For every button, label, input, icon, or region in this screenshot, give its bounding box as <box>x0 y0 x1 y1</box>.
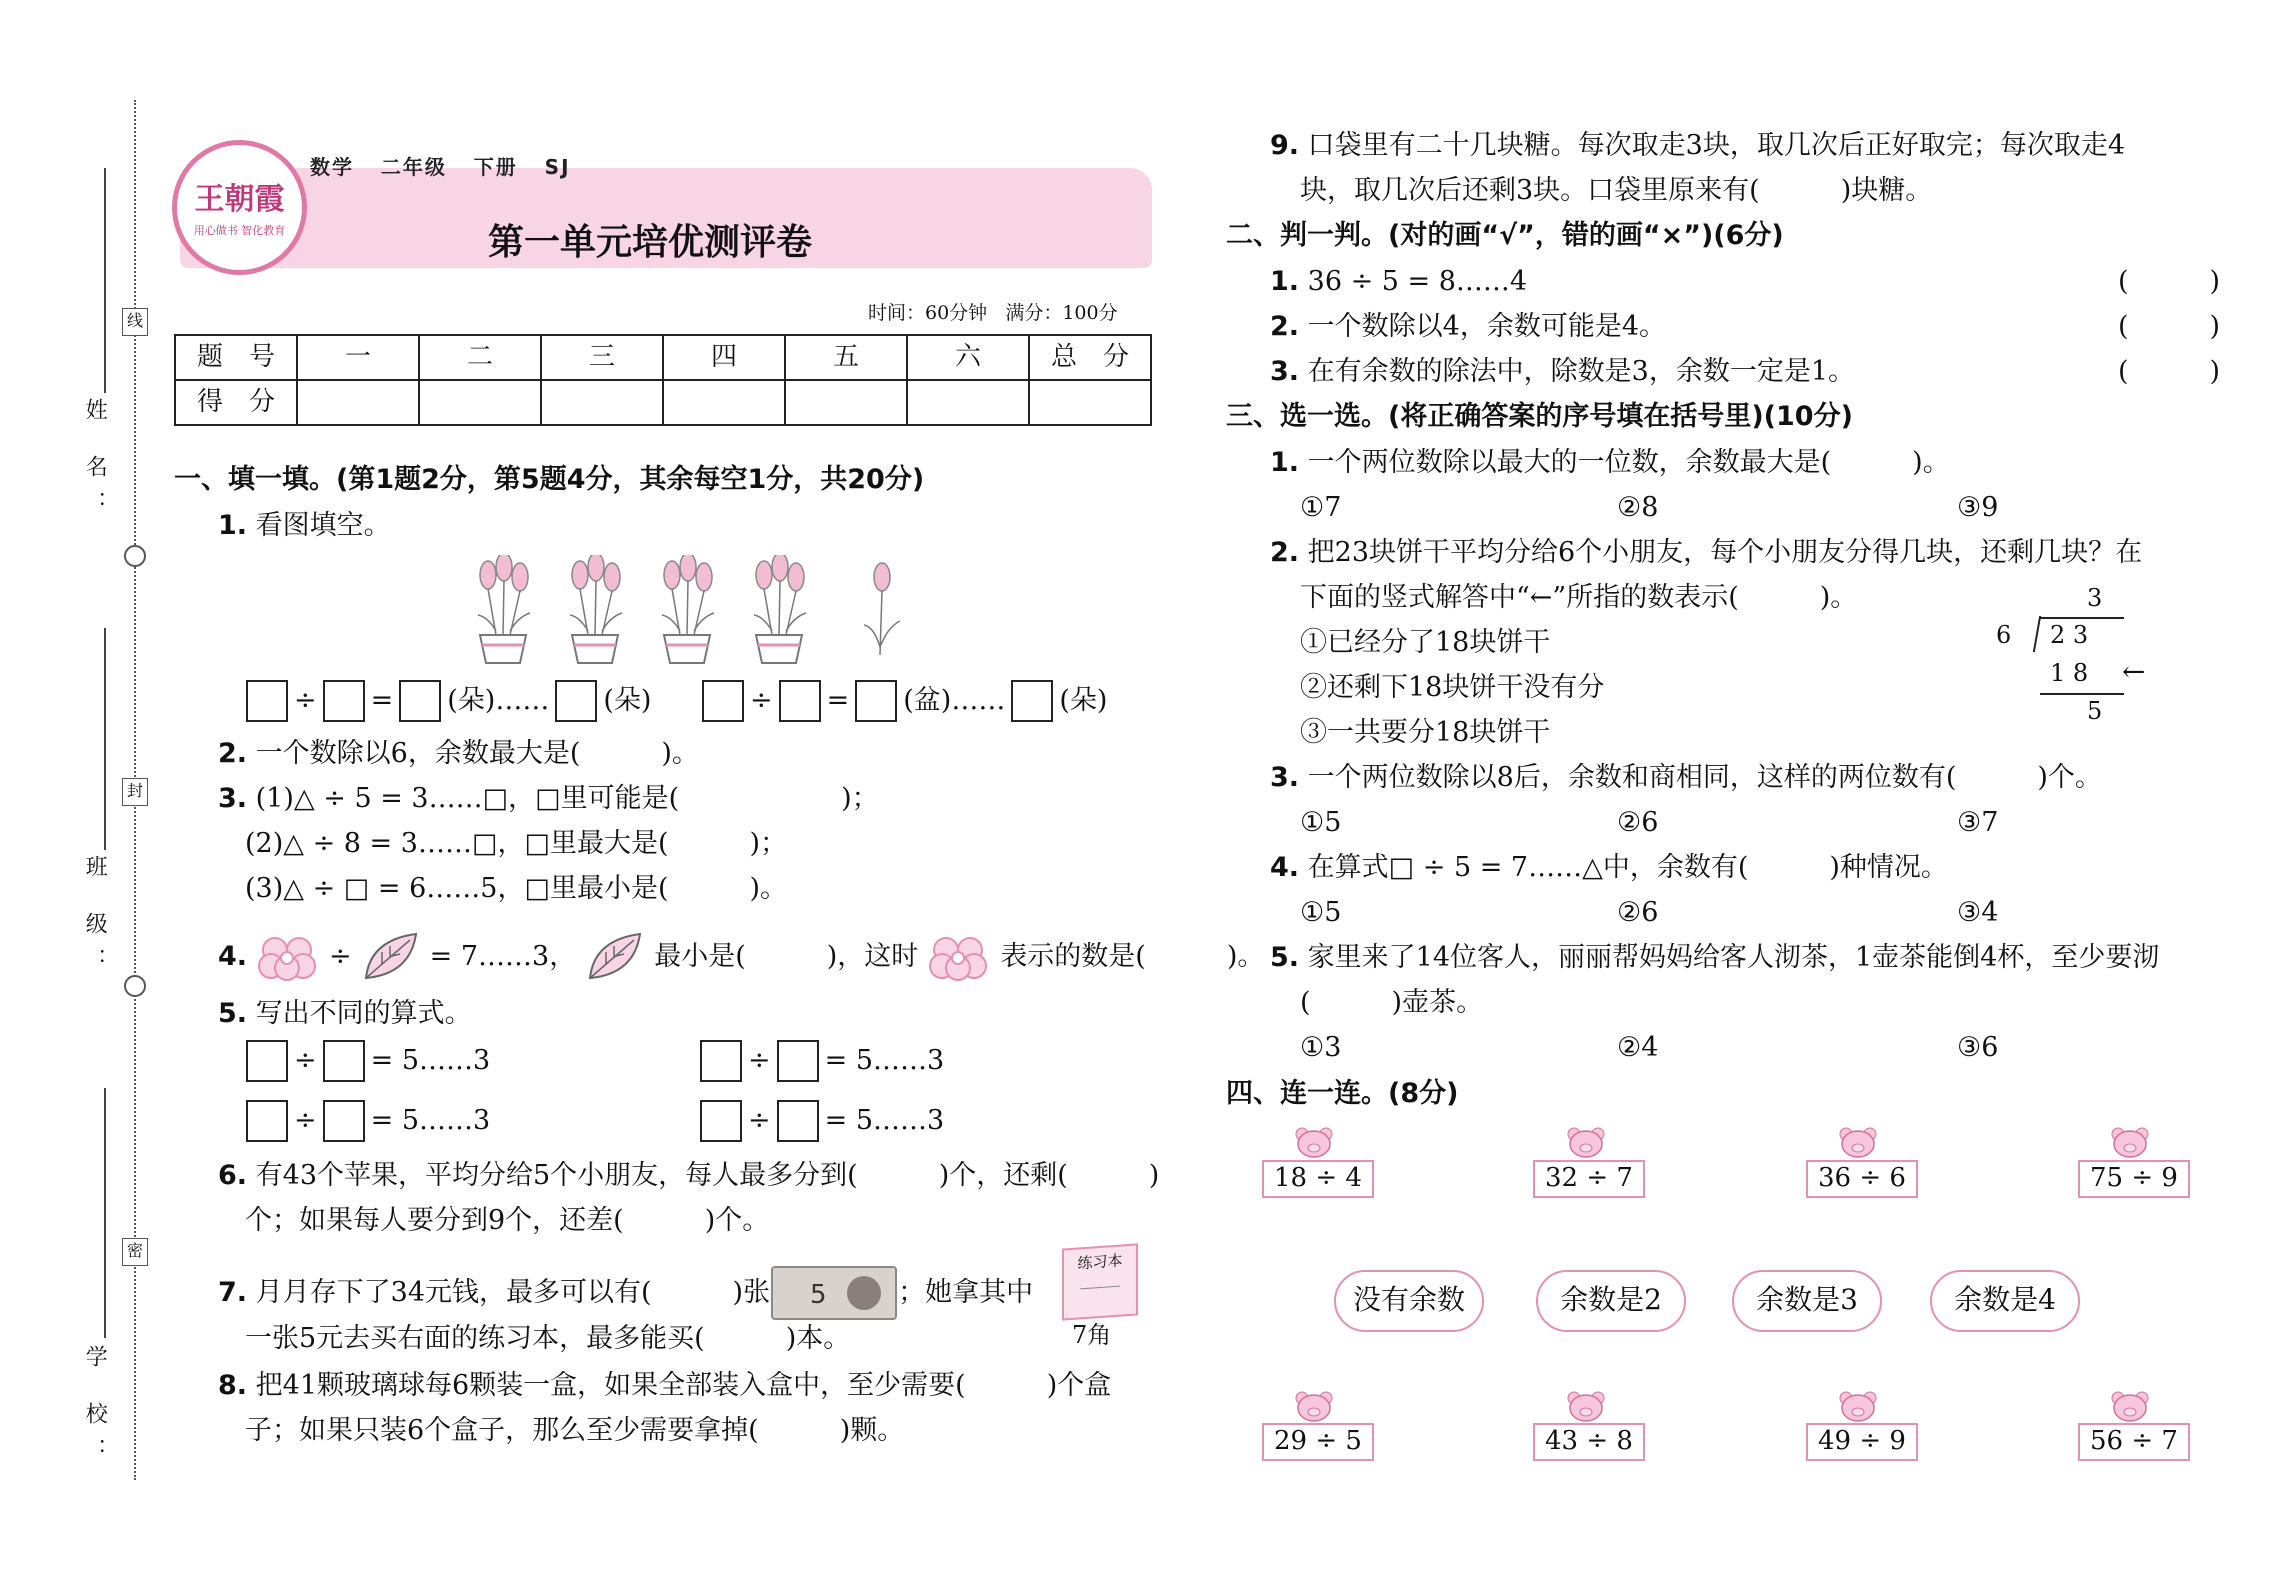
score-table-cell: 二 <box>419 335 541 380</box>
option[interactable]: ②还剩下18块饼干没有分 <box>1300 672 1605 703</box>
q7: 7. 月月存下了34元钱，最多可以有( )张 5 ；她拿其中 <box>218 1265 1033 1321</box>
name-line <box>104 168 106 393</box>
pig-icon <box>1566 1390 1606 1422</box>
edition-tag: SJ <box>544 155 571 179</box>
ld-divisor: 6 <box>1996 621 2012 649</box>
option[interactable]: ①7 <box>1300 492 1342 523</box>
option[interactable]: ③9 <box>1957 492 1999 523</box>
ld-dividend: 2 3 <box>2050 621 2089 649</box>
q1-equation-row: ÷ = (盆)…… (朵) <box>702 680 1107 722</box>
pig-icon <box>1294 1126 1334 1158</box>
ld-bracket <box>2033 616 2041 652</box>
remainder-cloud[interactable]: 余数是4 <box>1930 1270 2080 1332</box>
score-input-cell[interactable] <box>785 380 907 425</box>
book-tags <box>310 156 571 179</box>
option[interactable]: ③一共要分18块饼干 <box>1300 717 1551 748</box>
option[interactable]: ①3 <box>1300 1032 1342 1063</box>
class-line <box>104 628 106 850</box>
leaf-icon <box>584 930 646 984</box>
remainder-cloud[interactable]: 余数是3 <box>1732 1270 1882 1332</box>
answer-box[interactable] <box>323 1100 365 1142</box>
ld-remainder: 5 <box>2087 697 2103 725</box>
choice-q2: 2. 把23块饼干平均分给6个小朋友，每个小朋友分得几块，还剩几块？在 <box>1270 537 2143 568</box>
name-label: 姓 名： <box>82 398 108 527</box>
score-table-cell: 一 <box>297 335 419 380</box>
score-input-cell[interactable] <box>419 380 541 425</box>
judge-answer-paren[interactable]: ( ) <box>2118 311 2221 342</box>
school-line <box>104 1088 106 1338</box>
expression-card[interactable]: 29 ÷ 5 <box>1262 1423 1374 1461</box>
binding-mark-feng: 封 <box>122 778 148 806</box>
score-input-cell[interactable] <box>907 380 1029 425</box>
binding-mark-xian: 线 <box>122 308 148 336</box>
score-input-cell[interactable] <box>541 380 663 425</box>
q3-part2: (2)△ ÷ 8 = 3……□，□里最大是( )； <box>245 828 788 859</box>
answer-box[interactable] <box>779 680 821 722</box>
flower-icon <box>926 932 992 982</box>
expression-card[interactable]: 18 ÷ 4 <box>1262 1160 1374 1198</box>
school-label: 学 校： <box>82 1345 108 1474</box>
score-input-cell[interactable] <box>663 380 785 425</box>
answer-box[interactable] <box>700 1040 742 1082</box>
answer-box[interactable] <box>323 1040 365 1082</box>
pig-icon <box>1838 1390 1878 1422</box>
q5-equation: ÷ = 5……3 <box>700 1100 944 1142</box>
q6: 6. 有43个苹果，平均分给5个小朋友，每人最多分到( )个，还剩( ) <box>218 1160 1160 1191</box>
score-table-cell: 得 分 <box>175 380 297 425</box>
option[interactable]: ③6 <box>1957 1032 1999 1063</box>
judge-answer-paren[interactable]: ( ) <box>2118 356 2221 387</box>
q8: 8. 把41颗玻璃球每6颗装一盒，如果全部装入盒中，至少需要( )个盒 <box>218 1370 1112 1401</box>
section2-heading: 二、判一判。(对的画“√”，错的画“×”)(6分) <box>1226 220 1784 251</box>
option[interactable]: ①已经分了18块饼干 <box>1300 627 1551 658</box>
expression-card[interactable]: 43 ÷ 8 <box>1533 1423 1645 1461</box>
q9: 9. 口袋里有二十几块糖。每次取走3块，取几次后正好取完；每次取走4 <box>1270 130 2125 161</box>
choice-q4: 4. 在算式□ ÷ 5 = 7……△中，余数有( )种情况。 <box>1270 852 1948 883</box>
binding-hole <box>124 975 146 997</box>
score-table-cell: 题 号 <box>175 335 297 380</box>
judge-item: 1. 36 ÷ 5 = 8……4 <box>1270 266 1528 297</box>
svg-text:5: 5 <box>810 1280 827 1310</box>
pig-icon <box>2110 1390 2150 1422</box>
answer-box[interactable] <box>246 1100 288 1142</box>
q1-equation-row: ÷ = (朵)…… (朵) <box>246 680 651 722</box>
expression-card[interactable]: 75 ÷ 9 <box>2078 1160 2190 1198</box>
notebook-price: 7角 <box>1072 1321 1112 1349</box>
q3: 3. (1)△ ÷ 5 = 3……□，□里可能是( )； <box>218 783 879 814</box>
section3-heading: 三、选一选。(将正确答案的序号填在括号里)(10分) <box>1226 401 1853 432</box>
judge-answer-paren[interactable]: ( ) <box>2118 266 2221 297</box>
flower-pot-icon <box>742 555 816 665</box>
choice-q1: 1. 一个两位数除以最大的一位数，余数最大是( )。 <box>1270 447 1950 478</box>
leaf-icon <box>360 930 422 984</box>
q5-equation: ÷ = 5……3 <box>700 1040 944 1082</box>
answer-box[interactable] <box>399 680 441 722</box>
ld-quotient: 3 <box>2087 584 2103 612</box>
answer-box[interactable] <box>323 680 365 722</box>
score-input-cell[interactable] <box>1029 380 1151 425</box>
score-input-cell[interactable] <box>297 380 419 425</box>
q6-line2: 个；如果每人要分到9个，还差( )个。 <box>245 1205 770 1236</box>
flower-pot-icon <box>650 555 724 665</box>
answer-box[interactable] <box>777 1040 819 1082</box>
score-table-header-row <box>175 335 1151 380</box>
score-table-cell: 总 分 <box>1029 335 1151 380</box>
answer-box[interactable] <box>855 680 897 722</box>
exam-meta <box>868 303 1118 325</box>
subject-tag: 数学 <box>310 155 354 179</box>
judge-item: 2. 一个数除以4，余数可能是4。 <box>1270 311 1666 342</box>
banknote-icon <box>770 1265 898 1321</box>
binding-hole <box>124 545 146 567</box>
term-tag: 下册 <box>473 155 518 179</box>
flower-pot-icon <box>466 555 540 665</box>
q3-part3: (3)△ ÷ □ = 6……5，□里最小是( )。 <box>245 873 788 904</box>
full-score: 满分：100分 <box>1005 302 1118 324</box>
notebook-icon: 练习本 <box>1062 1243 1138 1320</box>
pig-icon <box>2110 1126 2150 1158</box>
answer-box[interactable] <box>1011 680 1053 722</box>
class-label: 班 级： <box>82 855 108 984</box>
pig-icon <box>1838 1126 1878 1158</box>
expression-card[interactable]: 36 ÷ 6 <box>1806 1160 1918 1198</box>
score-table <box>174 334 1152 426</box>
score-table-cell: 四 <box>663 335 785 380</box>
section4-heading: 四、连一连。(8分) <box>1226 1078 1459 1109</box>
answer-box[interactable] <box>555 680 597 722</box>
ld-arrow-icon: ← <box>2122 655 2146 688</box>
option[interactable]: ②8 <box>1617 492 1659 523</box>
brand-logo: 王朝霞 用心做书 智化教育 <box>172 140 307 275</box>
flower-pot-icon <box>558 555 632 665</box>
option[interactable]: ②6 <box>1617 897 1659 928</box>
q5-equation: ÷ = 5……3 <box>246 1100 490 1142</box>
time-limit: 时间：60分钟 <box>868 302 988 324</box>
choice-q5: 5. 家里来了14位客人，丽丽帮妈妈给客人沏茶，1壶茶能倒4杯，至少要沏 <box>1270 942 2160 973</box>
ld-product: 1 8 <box>2050 659 2089 687</box>
section1-heading: 一、填一填。(第1题2分，第5题4分，其余每空1分，共20分) <box>174 464 925 495</box>
choice-q3: 3. 一个两位数除以8后，余数和商相同，这样的两位数有( )个。 <box>1270 762 2102 793</box>
pig-icon <box>1566 1126 1606 1158</box>
answer-box[interactable] <box>246 1040 288 1082</box>
ld-bar <box>2040 617 2124 619</box>
q5-equation: ÷ = 5……3 <box>246 1040 490 1082</box>
ld-bar <box>2040 693 2124 695</box>
choice-q2-line2: 下面的竖式解答中“←”所指的数表示( )。 <box>1300 582 1858 613</box>
remainder-cloud[interactable]: 没有余数 <box>1334 1270 1484 1332</box>
option[interactable]: ②4 <box>1617 1032 1659 1063</box>
score-table-cell: 五 <box>785 335 907 380</box>
q8-line2: 子；如果只装6个盒子，那么至少需要拿掉( )颗。 <box>245 1415 905 1446</box>
option[interactable]: ②6 <box>1617 807 1659 838</box>
q1-prompt: 1. 看图填空。 <box>218 510 391 541</box>
expression-card[interactable]: 32 ÷ 7 <box>1533 1160 1645 1198</box>
expression-card[interactable]: 49 ÷ 9 <box>1806 1423 1918 1461</box>
score-table-score-row <box>175 380 1151 425</box>
q9-line2: 块，取几次后还剩3块。口袋里原来有( )块糖。 <box>1300 175 1933 206</box>
q5: 5. 写出不同的算式。 <box>218 998 472 1029</box>
paper-title: 第一单元培优测评卷 <box>488 222 813 263</box>
score-table-cell: 六 <box>907 335 1029 380</box>
q4: 4. ÷ = 7……3， 最小是( )，这时 表示的数是( )。 <box>218 930 1264 984</box>
option[interactable]: ③4 <box>1957 897 1999 928</box>
answer-box[interactable] <box>777 1100 819 1142</box>
option[interactable]: ①5 <box>1300 807 1342 838</box>
single-flower-icon <box>846 555 920 665</box>
pig-icon <box>1294 1390 1334 1422</box>
answer-box[interactable] <box>700 1100 742 1142</box>
answer-box[interactable] <box>702 680 744 722</box>
remainder-cloud[interactable]: 余数是2 <box>1536 1270 1686 1332</box>
answer-box[interactable] <box>246 680 288 722</box>
grade-tag: 二年级 <box>380 155 447 179</box>
flower-icon <box>255 932 321 982</box>
judge-item: 3. 在有余数的除法中，除数是3，余数一定是1。 <box>1270 356 1855 387</box>
binding-mark-mi: 密 <box>122 1238 148 1266</box>
q2: 2. 一个数除以6，余数最大是( )。 <box>218 738 699 769</box>
score-table-cell: 三 <box>541 335 663 380</box>
option[interactable]: ①5 <box>1300 897 1342 928</box>
choice-q5-line2: ( )壶茶。 <box>1300 987 1484 1018</box>
expression-card[interactable]: 56 ÷ 7 <box>2078 1423 2190 1461</box>
q7-line2: 一张5元去买右面的练习本，最多能买( )本。 <box>245 1323 851 1354</box>
option[interactable]: ③7 <box>1957 807 1999 838</box>
